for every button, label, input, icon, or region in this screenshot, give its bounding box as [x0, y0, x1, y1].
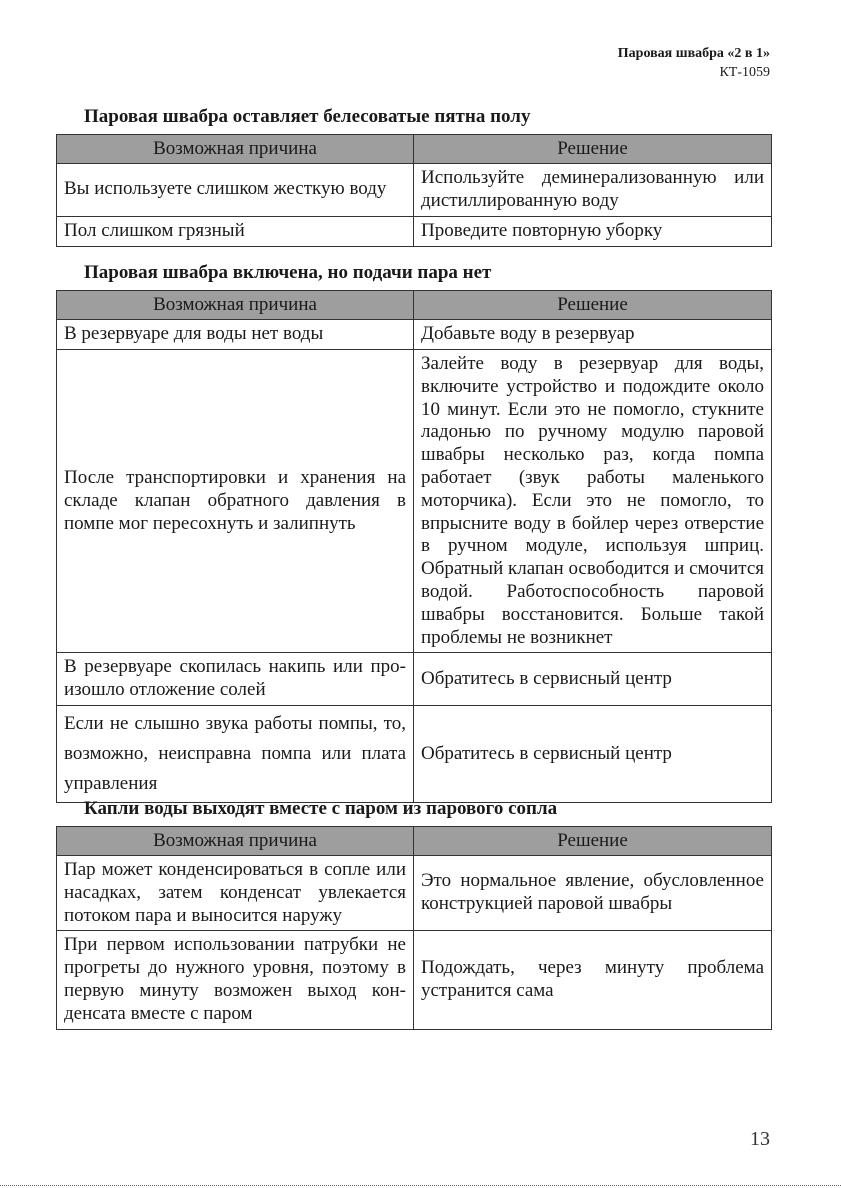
column-header-solution: Решение	[414, 135, 772, 164]
troubleshooting-table	[56, 290, 772, 803]
section-no-steam	[56, 262, 771, 803]
table-row	[57, 653, 772, 706]
cause-cell: В резервуаре для воды нет воды	[57, 320, 414, 350]
solution-cell: Добавьте воду в резервуар	[414, 320, 772, 350]
table-header-row	[57, 827, 772, 856]
section-title: Капли воды выходят вместе с паром из парового сопла	[84, 798, 558, 819]
table-row	[57, 931, 772, 1029]
page-header	[618, 44, 770, 82]
solution-cell: Обратитесь в сервисный центр	[414, 653, 772, 706]
cause-cell: Пар может конденсироваться в сопле или насадках, затем конденсат увлекается потоком пара и выносится наружу	[57, 856, 414, 931]
column-header-solution: Решение	[414, 827, 772, 856]
cause-cell: Пол слишком грязный	[57, 216, 414, 246]
solution-cell: Обратитесь в сервисный центр	[414, 705, 772, 802]
model-number: КТ-1059	[719, 65, 770, 80]
solution-cell: Это нормальное явление, обусловленное конструкцией паровой швабры	[414, 856, 772, 931]
table-row	[57, 320, 772, 350]
cause-cell: Если не слышно звука работы помпы, то, возможно, неисправна помпа или плата управления	[57, 705, 414, 802]
solution-cell: Проведите повторную уборку	[414, 216, 772, 246]
troubleshooting-table	[56, 826, 772, 1030]
column-header-solution: Решение	[414, 291, 772, 320]
column-header-cause: Возможная причина	[57, 827, 414, 856]
column-header-cause: Возможная причина	[57, 135, 414, 164]
troubleshooting-table	[56, 134, 772, 247]
section-title: Паровая швабра включена, но подачи пара нет	[84, 262, 492, 283]
solution-cell: Используйте деминерализованную или дистиллированную воду	[414, 164, 772, 217]
cause-cell: Вы используете слишком жесткую воду	[57, 164, 414, 217]
section-title: Паровая швабра оставляет белесоватые пятна полу	[84, 106, 531, 127]
solution-cell: Подождать, через минуту проблема устранится сама	[414, 931, 772, 1029]
column-header-cause: Возможная причина	[57, 291, 414, 320]
table-header-row	[57, 291, 772, 320]
table-row	[57, 164, 772, 217]
cause-cell: После транспортировки и хранения на складе клапан обратного давления в помпе мог пересохнуть и залипнуть	[57, 350, 414, 653]
table-header-row	[57, 135, 772, 164]
cause-cell: При первом использовании патрубки не прогреты до нужного уровня, поэтому в первую минуту возможен выход конденсата вместе с паром	[57, 931, 414, 1029]
table-row	[57, 216, 772, 246]
section-white-spots	[56, 106, 771, 247]
page-number: 13	[750, 1128, 770, 1150]
table-row	[57, 350, 772, 653]
table-row	[57, 705, 772, 802]
section-water-drops	[56, 798, 771, 1030]
table-row	[57, 856, 772, 931]
solution-cell: Залейте воду в резервуар для воды, включите устройство и подождите около 10 минут. Если это не помогло, стукните ладонью по ручному модулю паровой швабры несколько раз, когда помпа работает (звук работы маленького моторчика). Если это не помогло, то впрысните воду в бойлер через отверстие в ручном модуле, используя шприц. Обратный клапан освободится и смочится водой. Работоспособность паровой швабры восстановится. Больше такой проблемы не возникнет	[414, 350, 772, 653]
product-name: Паровая швабра «2 в 1»	[617, 46, 770, 61]
cause-cell: В резервуаре скопилась накипь или произошло отложение солей	[57, 653, 414, 706]
